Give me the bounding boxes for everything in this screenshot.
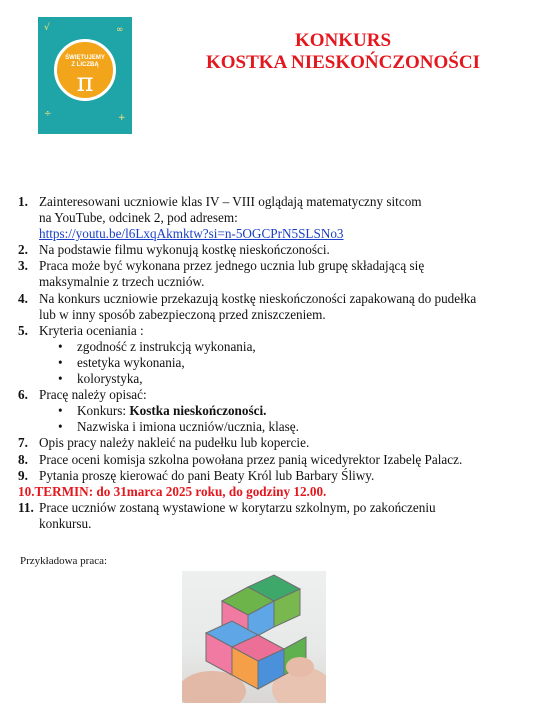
event-logo (38, 17, 132, 134)
logo-decoration: √ (44, 23, 50, 33)
list-item: 8. Prace oceni komisja szkolna powołana przez panią wicedyrektor Izabelę Palacz. (18, 451, 463, 467)
description-bullet: • Nazwiska i imiona uczniów/ucznia, klasę. (18, 419, 518, 435)
youtube-link[interactable]: https://youtu.be/l6LxqAkmktw?si=n-5OGCPrN5SLSNo3 (39, 226, 344, 242)
list-item: 5. Kryteria oceniania : (18, 322, 144, 338)
deadline-item: 10.TERMIN: do 31marca 2025 roku, do godziny 12.00. (18, 483, 327, 499)
list-item: 7. Opis pracy należy nakleić na pudełku lub kopercie. (18, 435, 310, 451)
list-item: 1. Zainteresowani uczniowie klas IV – VIII oglądają matematyczny sitcom na YouTube, odcinek 2, pod adresem: https://youtu.be/l6LxqAkmktw?si=n-5OGCPrN5SLSNo3 (18, 194, 422, 242)
list-item: 11. Prace uczniów zostaną wystawione w korytarzu szkolnym, po zakończeniu konkursu. (18, 499, 436, 531)
list-item: 6. Pracę należy opisać: (18, 387, 147, 403)
criteria-bullet: • kolorystyka, (18, 371, 518, 387)
list-item: 3. Praca może być wykonana przez jednego ucznia lub grupę składającą się maksymalnie z trzech uczniów. (18, 258, 425, 290)
rules-list (18, 194, 518, 532)
criteria-bullet: • estetyka wykonania, (18, 355, 518, 371)
example-label: Przykładowa praca: (20, 555, 108, 567)
example-photo (182, 571, 326, 703)
logo-caption: ŚWIĘTUJEMY Z LICZBĄ (65, 55, 105, 68)
logo-decoration: ∞ (116, 25, 124, 35)
logo-decoration: ÷ (44, 109, 52, 119)
page-title-line2: KOSTKA NIESKOŃCZONOŚCI (206, 52, 480, 73)
list-item: 2. Na podstawie filmu wykonują kostkę nieskończoności. (18, 242, 330, 258)
list-item: 9. Pytania proszę kierować do pani Beaty Król lub Barbary Śliwy. (18, 467, 375, 483)
criteria-bullet: • zgodność z instrukcją wykonania, (18, 339, 518, 355)
list-item: 4. Na konkurs uczniowie przekazują kostkę nieskończoności zapakowaną do pudełka lub w inny sposób zabezpieczoną przed zniszczeniem. (18, 290, 477, 322)
pi-symbol: π (76, 68, 94, 98)
logo-decoration: + (118, 113, 126, 123)
page-title-line1: KONKURS (294, 30, 392, 51)
description-bullet: • Konkurs: Kostka nieskończoności. (18, 403, 518, 419)
infinity-cube-image (182, 571, 326, 703)
